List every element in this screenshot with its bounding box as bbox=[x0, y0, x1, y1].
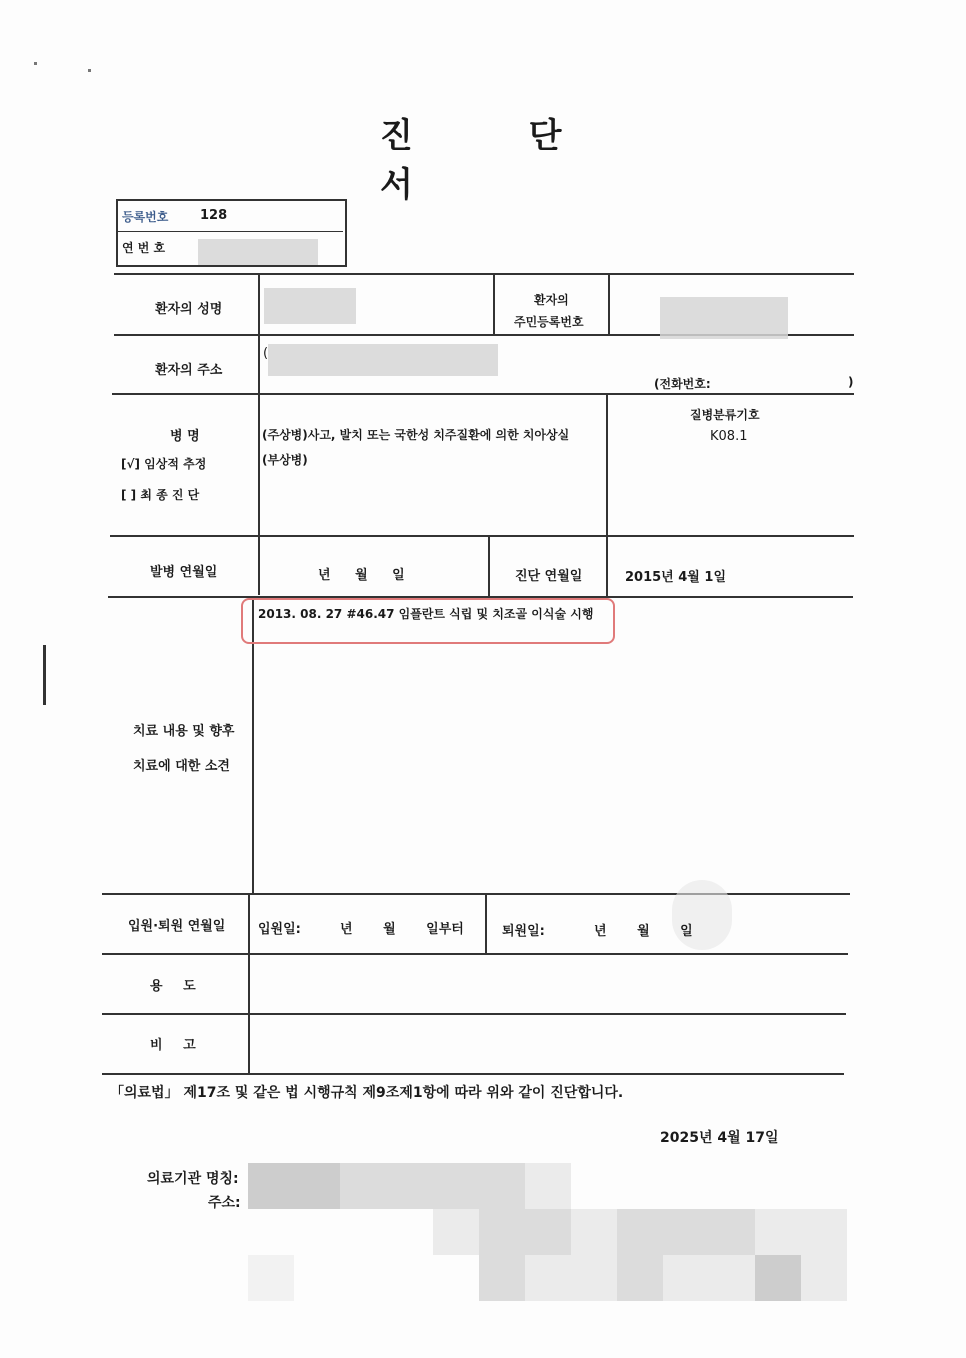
redacted-institution-name bbox=[248, 1163, 340, 1209]
main-disease-text: (주상병)사고, 발치 또는 국한성 치주질환에 의한 치아상실 bbox=[262, 428, 570, 442]
onset-date-value: 년 월 일 bbox=[318, 568, 405, 583]
table-line bbox=[102, 893, 850, 895]
redacted-institution-name bbox=[525, 1163, 571, 1209]
redacted-seal bbox=[663, 1255, 755, 1301]
disease-code-value: K08.1 bbox=[710, 429, 748, 444]
document-title: 진 단 서 bbox=[380, 116, 614, 205]
table-vline bbox=[608, 275, 610, 335]
final-diagnosis-check: [ ] 최 종 진 단 bbox=[121, 488, 200, 502]
table-vline bbox=[606, 395, 608, 596]
treatment-content: 2013. 08. 27 #46.47 임플란트 식립 및 치조골 이식술 시행 bbox=[258, 607, 594, 621]
table-line bbox=[112, 393, 854, 395]
scan-speck bbox=[88, 69, 91, 72]
redacted-seal bbox=[801, 1255, 847, 1301]
stamp-smudge bbox=[672, 880, 732, 950]
legal-statement: 「의료법」 제17조 및 같은 법 시행규칙 제9조제1항에 따라 위와 같이 진단합니다. bbox=[110, 1085, 624, 1101]
redacted-serial bbox=[198, 239, 318, 265]
table-line bbox=[102, 1013, 846, 1015]
diagnosis-label: 병 명 bbox=[170, 429, 200, 444]
remarks-label: 비 고 bbox=[150, 1038, 196, 1053]
issue-date: 2025년 4월 17일 bbox=[660, 1130, 779, 1146]
phone-close-paren: ) bbox=[848, 375, 854, 389]
patient-id-label-line1: 환자의 bbox=[534, 293, 569, 307]
disease-code-label: 질병분류기호 bbox=[690, 408, 760, 422]
patient-name-label: 환자의 성명 bbox=[155, 302, 223, 317]
discharge-date-value: 년 월 일 bbox=[594, 924, 693, 939]
redacted-seal bbox=[525, 1255, 617, 1301]
serial-label: 연 번 호 bbox=[122, 241, 166, 255]
usage-label: 용 도 bbox=[150, 979, 196, 994]
redacted-seal bbox=[479, 1255, 525, 1301]
patient-id-label-line2: 주민등록번호 bbox=[514, 315, 584, 329]
diagnosis-date-label: 진단 연월일 bbox=[515, 569, 583, 584]
scan-mark bbox=[43, 645, 46, 705]
redacted-patient-id bbox=[660, 297, 788, 339]
table-line bbox=[102, 953, 848, 955]
table-line bbox=[114, 273, 854, 275]
discharge-date-label: 퇴원일: bbox=[502, 924, 545, 939]
treatment-label-line2: 치료에 대한 소견 bbox=[133, 759, 230, 774]
phone-label: (전화번호: bbox=[654, 377, 711, 391]
redacted-institution-address bbox=[433, 1209, 479, 1255]
table-vline bbox=[485, 895, 487, 954]
address-open-paren: ( bbox=[263, 346, 269, 361]
admit-date-label: 입원일: bbox=[258, 922, 301, 937]
redacted-patient-address bbox=[268, 344, 498, 376]
sub-disease-text: (부상병) bbox=[262, 453, 308, 467]
table-vline bbox=[248, 893, 250, 1073]
reg-no-label: 등록번호 bbox=[122, 210, 169, 224]
redacted-seal bbox=[755, 1255, 801, 1301]
table-line bbox=[110, 535, 854, 537]
redacted-institution-address bbox=[617, 1209, 755, 1255]
table-line bbox=[102, 1073, 844, 1075]
reg-no-value: 128 bbox=[200, 208, 228, 223]
redacted-institution-address bbox=[479, 1209, 571, 1255]
onset-date-label: 발병 연월일 bbox=[150, 565, 218, 580]
clinical-estimate-check: [√] 임상적 추정 bbox=[121, 457, 207, 471]
scan-speck bbox=[34, 62, 37, 65]
redacted-patient-name bbox=[264, 288, 356, 324]
diagnosis-date-value: 2015년 4월 1일 bbox=[625, 570, 726, 585]
treatment-label-line1: 치료 내용 및 향후 bbox=[133, 724, 235, 739]
redacted-institution-name bbox=[340, 1163, 525, 1209]
institution-address-label: 주소: bbox=[208, 1195, 241, 1211]
redacted-seal bbox=[617, 1255, 663, 1301]
admission-label: 입원·퇴원 연월일 bbox=[128, 919, 226, 934]
table-vline bbox=[488, 537, 490, 597]
registration-divider bbox=[118, 231, 343, 232]
redacted-seal bbox=[248, 1255, 294, 1301]
institution-name-label: 의료기관 명칭: bbox=[147, 1171, 239, 1187]
redacted-institution-address bbox=[571, 1209, 617, 1255]
patient-address-label: 환자의 주소 bbox=[155, 363, 223, 378]
table-vline bbox=[493, 275, 495, 335]
table-vline bbox=[258, 275, 260, 595]
admit-date-value: 년 월 일부터 bbox=[340, 922, 464, 937]
redacted-institution-address bbox=[755, 1209, 847, 1255]
